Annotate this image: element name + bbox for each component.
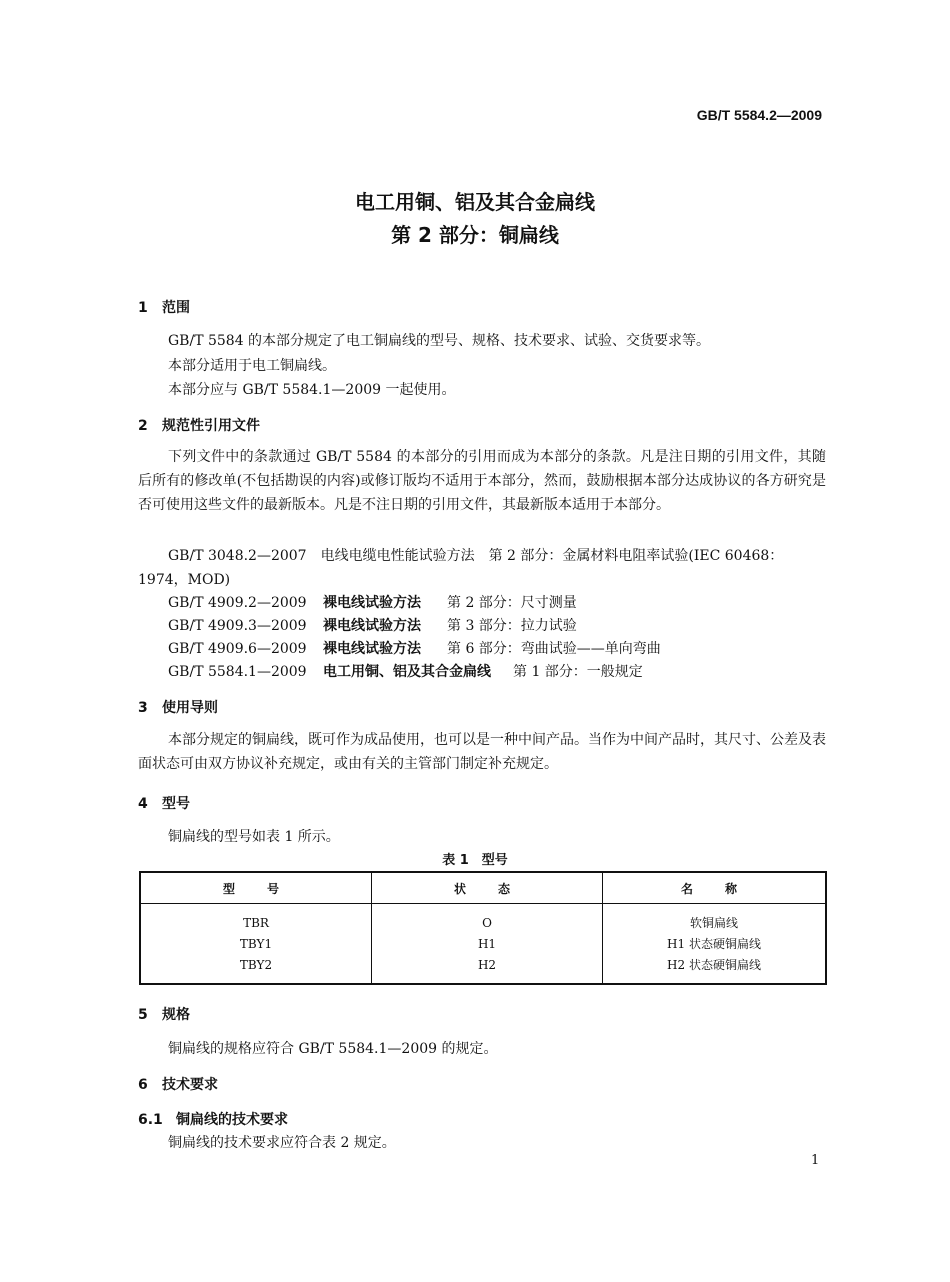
reference-part: 第 1 部分：一般规定 <box>513 664 643 680</box>
section-number: 3 <box>138 700 148 716</box>
scope-line: 本部分应与 GB/T 5584.1—2009 一起使用。 <box>168 382 456 398</box>
reference-item <box>168 592 577 612</box>
table-cell: H1 <box>372 933 603 954</box>
section-3-heading <box>138 697 218 717</box>
section-1-heading <box>138 297 190 317</box>
section-number: 2 <box>138 418 148 434</box>
scope-line: GB/T 5584 的本部分规定了电工铜扁线的型号、规格、技术要求、试验、交货要求等。 <box>168 333 711 349</box>
table-row <box>140 954 826 984</box>
section-number: 1 <box>138 300 148 316</box>
column-header: 状 态 <box>372 872 603 904</box>
table-cell: 软铜扁线 <box>603 904 827 934</box>
reference-part: 第 3 部分：拉力试验 <box>447 618 577 634</box>
column-header: 型 号 <box>140 872 372 904</box>
table-cell: H2 <box>372 954 603 984</box>
reference-title: 裸电线试验方法 <box>323 595 421 611</box>
section-6-heading <box>138 1074 218 1094</box>
reference-code: GB/T 4909.6—2009 <box>168 641 307 657</box>
page-number: 1 <box>811 1153 820 1168</box>
reference-item <box>168 638 661 658</box>
model-intro-text: 铜扁线的型号如表 1 所示。 <box>168 829 340 845</box>
section-5-heading <box>138 1004 190 1024</box>
table-cell: H1 状态硬铜扁线 <box>603 933 827 954</box>
reference-item-continuation: 1974，MOD) <box>138 572 231 588</box>
section-number: 5 <box>138 1007 148 1023</box>
section-number: 4 <box>138 796 148 812</box>
table-cell: TBR <box>243 915 269 930</box>
table-cell: H2 状态硬铜扁线 <box>603 954 827 984</box>
scope-line: 本部分适用于电工铜扁线。 <box>168 358 336 374</box>
reference-item: GB/T 3048.2—2007 电线电缆电性能试验方法 第 2 部分：金属材料电阻率试验(IEC 60468： <box>168 548 784 564</box>
section-title: 范围 <box>162 300 190 316</box>
standard-number: GB/T 5584.2—2009 <box>696 107 822 123</box>
table-row <box>140 933 826 954</box>
section-2-heading <box>138 415 260 435</box>
reference-part: 第 6 部分：弯曲试验——单向弯曲 <box>447 641 661 657</box>
table-cell: TBY2 <box>239 957 273 972</box>
section-title: 型号 <box>162 796 190 812</box>
section-title: 使用导则 <box>162 700 218 716</box>
technical-requirements-text: 铜扁线的技术要求应符合表 2 规定。 <box>168 1135 396 1151</box>
reference-part: 第 2 部分：尺寸测量 <box>447 595 577 611</box>
reference-code: GB/T 4909.3—2009 <box>168 618 307 634</box>
specification-text: 铜扁线的规格应符合 GB/T 5584.1—2009 的规定。 <box>168 1041 498 1057</box>
reference-title: 裸电线试验方法 <box>323 618 421 634</box>
reference-title: 裸电线试验方法 <box>323 641 421 657</box>
section-number: 6 <box>138 1077 148 1093</box>
reference-code: GB/T 5584.1—2009 <box>168 664 307 680</box>
reference-item <box>168 661 643 681</box>
reference-code: GB/T 4909.2—2009 <box>168 595 307 611</box>
model-table <box>139 871 827 985</box>
section-title: 规格 <box>162 1007 190 1023</box>
subsection-number: 6.1 <box>138 1112 163 1128</box>
usage-guide-text: 本部分规定的铜扁线，既可作为成品使用，也可以是一种中间产品。当作为中间产品时，其尺寸、公差及表面状态可由双方协议补充规定，或由有关的主管部门制定补充规定。 <box>138 732 826 772</box>
reference-item <box>168 615 577 635</box>
section-4-heading <box>138 793 190 813</box>
section-title: 技术要求 <box>162 1077 218 1093</box>
document-subtitle: 第 2 部分：铜扁线 <box>391 223 559 247</box>
table-cell: TBY1 <box>239 936 273 951</box>
document-title: 电工用铜、铝及其合金扁线 <box>355 190 595 214</box>
table-row <box>140 904 826 934</box>
table-caption: 表 1 型号 <box>442 853 508 868</box>
subsection-title: 铜扁线的技术要求 <box>176 1112 288 1128</box>
section-title: 规范性引用文件 <box>162 418 260 434</box>
table-cell: O <box>372 904 603 934</box>
column-header: 名 称 <box>603 872 827 904</box>
normative-references-intro: 下列文件中的条款通过 GB/T 5584 的本部分的引用而成为本部分的条款。凡是注日期的引用文件，其随后所有的修改单(不包括勘误的内容)或修订版均不适用于本部分，然而，鼓励根据本部分达成协议的各方研究是否可使用这些文件的最新版本。凡是不注日期的引用文件，其最新版本适用于本部分。 <box>138 449 826 513</box>
reference-title: 电工用铜、铝及其合金扁线 <box>323 664 491 680</box>
table-header-row <box>140 872 826 904</box>
subsection-6-1-heading <box>138 1109 288 1129</box>
